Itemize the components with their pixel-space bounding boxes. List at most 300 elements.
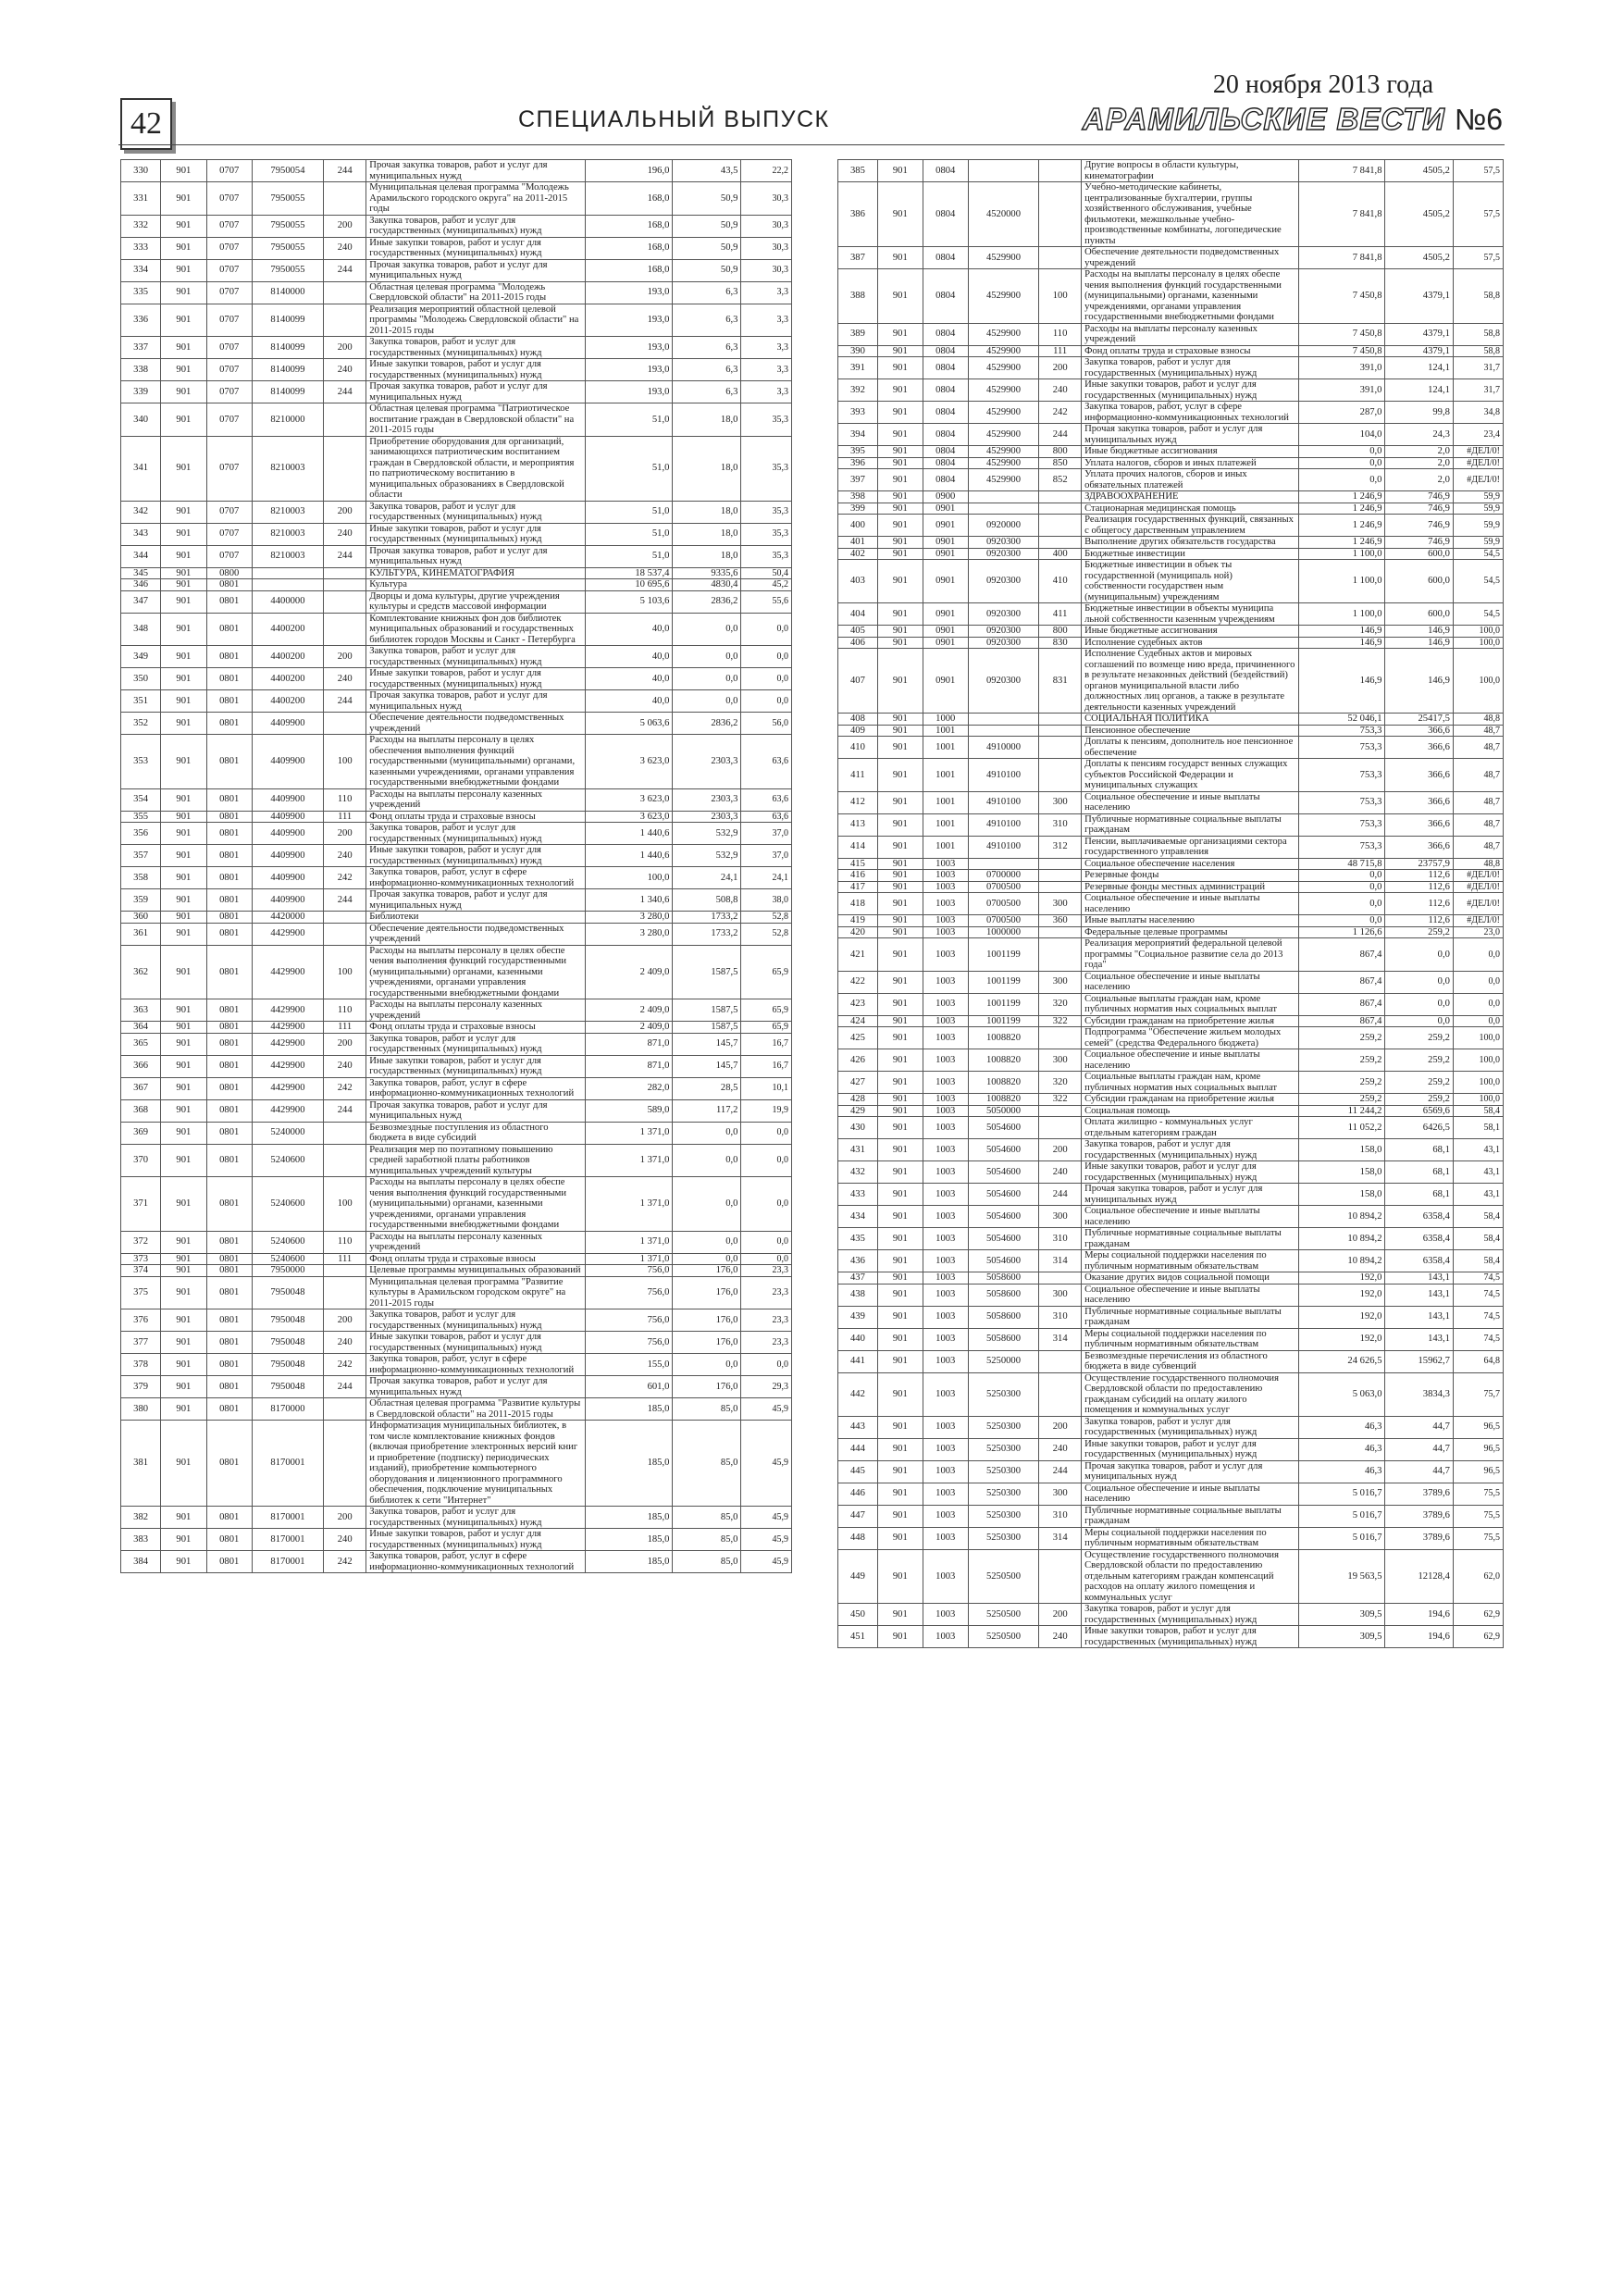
expense-type-cell: 200 — [324, 1309, 366, 1332]
item-name-cell: Приобретение оборудования для организаций, занимающихся патриотическим воспитанием граждан в Свердловской области, и мероприятия по патриотическому воспитанию в муниципальных образованиях в Свердловской области — [366, 436, 586, 501]
planned-amount-cell: 867,4 — [1298, 1015, 1385, 1027]
planned-amount-cell: 10 894,2 — [1298, 1228, 1385, 1250]
execution-percent-cell: 64,8 — [1453, 1350, 1503, 1372]
row-number-cell: 409 — [838, 725, 878, 737]
table-row — [838, 737, 1504, 759]
planned-amount-cell: 168,0 — [585, 215, 673, 237]
executed-amount-cell: 99,8 — [1385, 402, 1453, 424]
target-code-cell: 4400200 — [252, 668, 323, 690]
row-number-cell: 383 — [121, 1529, 161, 1551]
item-name-cell: Исполнение судебных актов — [1082, 637, 1299, 649]
table-row — [121, 590, 792, 613]
target-code-cell — [252, 579, 323, 591]
target-code-cell: 8170001 — [252, 1529, 323, 1551]
execution-percent-cell: 52,8 — [741, 912, 792, 924]
planned-amount-cell: 0,0 — [1298, 893, 1385, 915]
table-row — [838, 1094, 1504, 1106]
expense-type-cell — [1039, 737, 1082, 759]
item-name-cell: Выполнение других обязательств государства — [1082, 537, 1299, 549]
planned-amount-cell: 259,2 — [1298, 1072, 1385, 1094]
execution-percent-cell: 23,3 — [741, 1265, 792, 1277]
expense-type-cell: 300 — [1039, 1049, 1082, 1072]
ministry-code-cell: 901 — [161, 889, 206, 912]
ministry-code-cell: 901 — [161, 1421, 206, 1507]
planned-amount-cell: 10 894,2 — [1298, 1250, 1385, 1272]
ministry-code-cell: 901 — [161, 1276, 206, 1309]
item-name-cell: Иные закупки товаров, работ и услуг для государственных (муниципальных) нужд — [366, 1055, 586, 1077]
target-code-cell: 4409900 — [252, 735, 323, 789]
item-name-cell: Муниципальная целевая программа "Развитие культуры в Арамильском городском округе" на 2011-2015 годы — [366, 1276, 586, 1309]
ministry-code-cell: 901 — [161, 436, 206, 501]
execution-percent-cell: 0,0 — [741, 1231, 792, 1253]
ministry-code-cell: 901 — [877, 714, 923, 726]
section-code-cell: 0801 — [206, 690, 252, 713]
executed-amount-cell: 746,9 — [1385, 491, 1453, 503]
row-number-cell: 396 — [838, 457, 878, 469]
executed-amount-cell: 0,0 — [673, 1253, 741, 1265]
executed-amount-cell: 4379,1 — [1385, 269, 1453, 324]
table-row — [838, 269, 1504, 324]
expense-type-cell: 300 — [1039, 1483, 1082, 1505]
row-number-cell: 351 — [121, 690, 161, 713]
execution-percent-cell: 48,7 — [1453, 791, 1503, 813]
ministry-code-cell: 901 — [877, 402, 923, 424]
expense-type-cell — [1039, 1117, 1082, 1139]
table-row — [838, 1372, 1504, 1416]
execution-percent-cell: 100,0 — [1453, 637, 1503, 649]
table-row — [838, 1328, 1504, 1350]
planned-amount-cell: 51,0 — [585, 501, 673, 523]
section-code-cell: 0801 — [206, 1551, 252, 1573]
ministry-code-cell: 901 — [877, 560, 923, 603]
execution-percent-cell: 48,7 — [1453, 759, 1503, 792]
execution-percent-cell: 45,9 — [741, 1529, 792, 1551]
target-code-cell: 7950048 — [252, 1276, 323, 1309]
row-number-cell: 344 — [121, 545, 161, 567]
section-code-cell: 1003 — [923, 858, 968, 870]
row-number-cell: 450 — [838, 1604, 878, 1626]
planned-amount-cell: 1 371,0 — [585, 1231, 673, 1253]
item-name-cell: Обеспечение деятельности подведомственных учреждений — [366, 713, 586, 735]
planned-amount-cell: 259,2 — [1298, 1049, 1385, 1072]
table-row — [838, 603, 1504, 626]
target-code-cell: 4409900 — [252, 889, 323, 912]
expense-type-cell — [324, 281, 366, 304]
expense-type-cell: 310 — [1039, 813, 1082, 836]
table-row — [121, 1099, 792, 1122]
expense-type-cell: 242 — [324, 1354, 366, 1376]
planned-amount-cell: 259,2 — [1298, 1094, 1385, 1106]
row-number-cell: 449 — [838, 1549, 878, 1604]
ministry-code-cell: 901 — [877, 1250, 923, 1272]
executed-amount-cell: 112,6 — [1385, 881, 1453, 893]
row-number-cell: 392 — [838, 379, 878, 402]
expense-type-cell: 111 — [324, 811, 366, 823]
execution-percent-cell: 65,9 — [741, 1022, 792, 1034]
planned-amount-cell: 185,0 — [585, 1551, 673, 1573]
ministry-code-cell: 901 — [877, 1328, 923, 1350]
expense-type-cell: 111 — [324, 1253, 366, 1265]
execution-percent-cell: 30,3 — [741, 259, 792, 281]
ministry-code-cell: 901 — [161, 1231, 206, 1253]
target-code-cell: 0920300 — [968, 603, 1038, 626]
section-code-cell: 0901 — [923, 560, 968, 603]
expense-type-cell — [1039, 503, 1082, 515]
section-code-cell: 1003 — [923, 993, 968, 1015]
planned-amount-cell: 193,0 — [585, 381, 673, 403]
ministry-code-cell: 901 — [877, 926, 923, 938]
target-code-cell: 5054600 — [968, 1139, 1038, 1161]
execution-percent-cell: 65,9 — [741, 999, 792, 1022]
table-row — [121, 713, 792, 735]
target-code-cell: 0920300 — [968, 560, 1038, 603]
target-code-cell: 4520000 — [968, 182, 1038, 247]
section-code-cell: 0707 — [206, 337, 252, 359]
target-code-cell: 8140099 — [252, 304, 323, 337]
planned-amount-cell: 51,0 — [585, 436, 673, 501]
row-number-cell: 371 — [121, 1177, 161, 1232]
planned-amount-cell: 24 626,5 — [1298, 1350, 1385, 1372]
executed-amount-cell: 0,0 — [673, 1177, 741, 1232]
item-name-cell: Публичные нормативные социальные выплаты гражданам — [1082, 1228, 1299, 1250]
execution-percent-cell: 100,0 — [1453, 1072, 1503, 1094]
target-code-cell: 8170001 — [252, 1421, 323, 1507]
section-code-cell: 0804 — [923, 424, 968, 446]
expense-type-cell — [324, 1265, 366, 1277]
row-number-cell: 440 — [838, 1328, 878, 1350]
planned-amount-cell: 287,0 — [1298, 402, 1385, 424]
row-number-cell: 441 — [838, 1350, 878, 1372]
row-number-cell: 432 — [838, 1161, 878, 1184]
executed-amount-cell: 112,6 — [1385, 893, 1453, 915]
target-code-cell: 1008820 — [968, 1049, 1038, 1072]
ministry-code-cell: 901 — [161, 359, 206, 381]
target-code-cell: 5240600 — [252, 1144, 323, 1177]
row-number-cell: 332 — [121, 215, 161, 237]
row-number-cell: 417 — [838, 881, 878, 893]
table-row — [838, 1438, 1504, 1460]
executed-amount-cell: 600,0 — [1385, 560, 1453, 603]
section-code-cell: 1001 — [923, 791, 968, 813]
execution-percent-cell: 50,4 — [741, 567, 792, 579]
ministry-code-cell: 901 — [877, 637, 923, 649]
executed-amount-cell: 145,7 — [673, 1033, 741, 1055]
ministry-code-cell: 901 — [877, 1416, 923, 1438]
ministry-code-cell: 901 — [877, 548, 923, 560]
target-code-cell: 4429900 — [252, 1033, 323, 1055]
table-row — [121, 403, 792, 437]
expense-type-cell: 100 — [324, 1177, 366, 1232]
item-name-cell: Уплата налогов, сборов и иных платежей — [1082, 457, 1299, 469]
section-code-cell: 0804 — [923, 160, 968, 182]
table-row — [121, 1022, 792, 1034]
target-code-cell: 8170001 — [252, 1507, 323, 1529]
executed-amount-cell: 366,6 — [1385, 759, 1453, 792]
item-name-cell: Фонд оплаты труда и страховые взносы — [1082, 345, 1299, 357]
execution-percent-cell: 58,1 — [1453, 1117, 1503, 1139]
planned-amount-cell: 753,3 — [1298, 737, 1385, 759]
execution-percent-cell: 54,5 — [1453, 548, 1503, 560]
section-code-cell: 0804 — [923, 323, 968, 345]
expense-type-cell: 310 — [1039, 1505, 1082, 1527]
planned-amount-cell: 192,0 — [1298, 1328, 1385, 1350]
ministry-code-cell: 901 — [877, 881, 923, 893]
execution-percent-cell: 75,7 — [1453, 1372, 1503, 1416]
execution-percent-cell: 16,7 — [741, 1055, 792, 1077]
expense-type-cell: 200 — [324, 501, 366, 523]
execution-percent-cell: 62,9 — [1453, 1626, 1503, 1648]
executed-amount-cell: 259,2 — [1385, 926, 1453, 938]
executed-amount-cell: 0,0 — [673, 646, 741, 668]
row-number-cell: 341 — [121, 436, 161, 501]
executed-amount-cell: 6,3 — [673, 281, 741, 304]
execution-percent-cell: 23,4 — [1453, 424, 1503, 446]
execution-percent-cell: 31,7 — [1453, 357, 1503, 379]
item-name-cell: Информатизация муниципальных библиотек, в том числе комплектование книжных фондов (включая приобретение электронных версий книг и приобретение (подписку) периодических изданий), приобретение компьютерного оборудования и лицензионного программного обеспечения, подключение муниципальных библиотек к сети "Интернет" — [366, 1421, 586, 1507]
section-code-cell: 1001 — [923, 813, 968, 836]
planned-amount-cell: 309,5 — [1298, 1626, 1385, 1648]
expense-type-cell: 244 — [324, 160, 366, 182]
row-number-cell: 419 — [838, 915, 878, 927]
target-code-cell: 8140000 — [252, 281, 323, 304]
table-row — [121, 912, 792, 924]
execution-percent-cell: 74,5 — [1453, 1272, 1503, 1285]
executed-amount-cell: 600,0 — [1385, 603, 1453, 626]
section-code-cell: 0804 — [923, 446, 968, 458]
item-name-cell: Прочая закупка товаров, работ и услуг для муниципальных нужд — [366, 889, 586, 912]
table-row — [121, 1033, 792, 1055]
row-number-cell: 429 — [838, 1105, 878, 1117]
execution-percent-cell: 19,9 — [741, 1099, 792, 1122]
item-name-cell: Социальная помощь — [1082, 1105, 1299, 1117]
section-code-cell: 0707 — [206, 160, 252, 182]
expense-type-cell — [1039, 491, 1082, 503]
row-number-cell: 424 — [838, 1015, 878, 1027]
ministry-code-cell: 901 — [877, 938, 923, 972]
ministry-code-cell: 901 — [877, 791, 923, 813]
section-code-cell: 1001 — [923, 836, 968, 858]
execution-percent-cell: 0,0 — [1453, 938, 1503, 972]
ministry-code-cell: 901 — [161, 1398, 206, 1421]
section-code-cell: 1003 — [923, 1105, 968, 1117]
planned-amount-cell: 2 409,0 — [585, 1022, 673, 1034]
execution-percent-cell: #ДЕЛ/0! — [1453, 893, 1503, 915]
planned-amount-cell: 0,0 — [1298, 915, 1385, 927]
row-number-cell: 355 — [121, 811, 161, 823]
planned-amount-cell: 168,0 — [585, 259, 673, 281]
row-number-cell: 391 — [838, 357, 878, 379]
execution-percent-cell: 29,3 — [741, 1376, 792, 1398]
ministry-code-cell: 901 — [161, 1309, 206, 1332]
row-number-cell: 334 — [121, 259, 161, 281]
target-code-cell: 4409900 — [252, 713, 323, 735]
item-name-cell: Подпрограмма "Обеспечение жильем молодых семей" (средства Федерального бюджета) — [1082, 1027, 1299, 1049]
section-title: СПЕЦИАЛЬНЫЙ ВЫПУСК — [518, 106, 830, 132]
ministry-code-cell: 901 — [877, 1049, 923, 1072]
executed-amount-cell: 176,0 — [673, 1309, 741, 1332]
item-name-cell: Уплата прочих налогов, сборов и иных обязательных платежей — [1082, 469, 1299, 491]
executed-amount-cell: 25417,5 — [1385, 714, 1453, 726]
execution-percent-cell: 63,6 — [741, 735, 792, 789]
row-number-cell: 421 — [838, 938, 878, 972]
section-code-cell: 1003 — [923, 1027, 968, 1049]
planned-amount-cell: 40,0 — [585, 613, 673, 646]
execution-percent-cell: 59,9 — [1453, 491, 1503, 503]
ministry-code-cell: 901 — [161, 337, 206, 359]
row-number-cell: 443 — [838, 1416, 878, 1438]
planned-amount-cell: 0,0 — [1298, 446, 1385, 458]
ministry-code-cell: 901 — [877, 1105, 923, 1117]
planned-amount-cell: 2 409,0 — [585, 945, 673, 999]
item-name-cell: Закупка товаров, работ и услуг для государственных (муниципальных) нужд — [1082, 1604, 1299, 1626]
section-code-cell: 1003 — [923, 1372, 968, 1416]
executed-amount-cell: 117,2 — [673, 1099, 741, 1122]
row-number-cell: 406 — [838, 637, 878, 649]
executed-amount-cell: 0,0 — [1385, 1015, 1453, 1027]
ministry-code-cell: 901 — [161, 1265, 206, 1277]
planned-amount-cell: 5 103,6 — [585, 590, 673, 613]
expense-type-cell: 300 — [1039, 791, 1082, 813]
table-row — [838, 791, 1504, 813]
executed-amount-cell: 259,2 — [1385, 1027, 1453, 1049]
planned-amount-cell: 867,4 — [1298, 993, 1385, 1015]
ministry-code-cell: 901 — [161, 1376, 206, 1398]
target-code-cell: 5250500 — [968, 1604, 1038, 1626]
executed-amount-cell: 4379,1 — [1385, 323, 1453, 345]
ministry-code-cell: 901 — [877, 759, 923, 792]
target-code-cell: 1001199 — [968, 993, 1038, 1015]
item-name-cell: Прочая закупка товаров, работ и услуг для муниципальных нужд — [1082, 1184, 1299, 1206]
expense-type-cell: 200 — [1039, 1139, 1082, 1161]
ministry-code-cell: 901 — [161, 1551, 206, 1573]
execution-percent-cell: 35,3 — [741, 545, 792, 567]
ministry-code-cell: 901 — [877, 469, 923, 491]
item-name-cell: Комплектование книжных фон дов библиотек муниципальных образований и государственных библиотек городов Москвы и Санкт - Петербурга — [366, 613, 586, 646]
ministry-code-cell: 901 — [161, 304, 206, 337]
target-code-cell: 4529900 — [968, 402, 1038, 424]
executed-amount-cell: 6,3 — [673, 337, 741, 359]
expense-type-cell: 111 — [1039, 345, 1082, 357]
execution-percent-cell: #ДЕЛ/0! — [1453, 457, 1503, 469]
row-number-cell: 444 — [838, 1438, 878, 1460]
ministry-code-cell: 901 — [877, 915, 923, 927]
row-number-cell: 377 — [121, 1332, 161, 1354]
planned-amount-cell: 168,0 — [585, 237, 673, 259]
expense-type-cell: 300 — [1039, 971, 1082, 993]
expense-type-cell — [324, 567, 366, 579]
target-code-cell: 7950054 — [252, 160, 323, 182]
item-name-cell: Расходы на выплаты персоналу казенных учреждений — [366, 999, 586, 1022]
expense-type-cell — [324, 590, 366, 613]
row-number-cell: 357 — [121, 845, 161, 867]
row-number-cell: 362 — [121, 945, 161, 999]
ministry-code-cell: 901 — [161, 579, 206, 591]
table-row — [838, 247, 1504, 269]
section-code-cell: 0804 — [923, 247, 968, 269]
ministry-code-cell: 901 — [877, 858, 923, 870]
item-name-cell: Закупка товаров, работ и услуг для государственных (муниципальных) нужд — [366, 823, 586, 845]
planned-amount-cell: 7 450,8 — [1298, 345, 1385, 357]
executed-amount-cell: 176,0 — [673, 1332, 741, 1354]
target-code-cell: 4429900 — [252, 1099, 323, 1122]
row-number-cell: 365 — [121, 1033, 161, 1055]
item-name-cell: Закупка товаров, работ и услуг для государственных (муниципальных) нужд — [366, 1033, 586, 1055]
item-name-cell: Целевые программы муниципальных образований — [366, 1265, 586, 1277]
ministry-code-cell: 901 — [877, 603, 923, 626]
expense-type-cell: 240 — [324, 359, 366, 381]
ministry-code-cell: 901 — [877, 1306, 923, 1328]
ministry-code-cell: 901 — [161, 590, 206, 613]
table-row — [838, 1049, 1504, 1072]
section-code-cell: 0804 — [923, 357, 968, 379]
expense-type-cell: 312 — [1039, 836, 1082, 858]
planned-amount-cell: 753,3 — [1298, 759, 1385, 792]
row-number-cell: 372 — [121, 1231, 161, 1253]
execution-percent-cell: 56,0 — [741, 713, 792, 735]
planned-amount-cell: 1 246,9 — [1298, 491, 1385, 503]
row-number-cell: 388 — [838, 269, 878, 324]
row-number-cell: 359 — [121, 889, 161, 912]
planned-amount-cell: 867,4 — [1298, 971, 1385, 993]
execution-percent-cell: 37,0 — [741, 823, 792, 845]
item-name-cell: Закупка товаров, работ, услуг в сфере информационно-коммуникационных технологий — [366, 1077, 586, 1099]
table-row — [121, 999, 792, 1022]
row-number-cell: 402 — [838, 548, 878, 560]
target-code-cell: 1008820 — [968, 1027, 1038, 1049]
execution-percent-cell: 0,0 — [1453, 971, 1503, 993]
table-row — [838, 548, 1504, 560]
section-code-cell: 0707 — [206, 237, 252, 259]
target-code-cell: 4429900 — [252, 923, 323, 945]
target-code-cell: 7950055 — [252, 259, 323, 281]
execution-percent-cell: 0,0 — [741, 1354, 792, 1376]
target-code-cell: 4409900 — [252, 867, 323, 889]
item-name-cell: Дворцы и дома культуры, другие учреждения культуры и средств массовой информации — [366, 590, 586, 613]
section-code-cell: 0801 — [206, 1022, 252, 1034]
ministry-code-cell: 901 — [877, 503, 923, 515]
expense-type-cell: 411 — [1039, 603, 1082, 626]
ministry-code-cell: 901 — [877, 182, 923, 247]
item-name-cell: Закупка товаров, работ, услуг в сфере информационно-коммуникационных технологий — [1082, 402, 1299, 424]
section-code-cell: 0801 — [206, 1099, 252, 1122]
planned-amount-cell: 192,0 — [1298, 1284, 1385, 1306]
row-number-cell: 337 — [121, 337, 161, 359]
ministry-code-cell: 901 — [161, 867, 206, 889]
table-row — [121, 337, 792, 359]
execution-percent-cell: 34,8 — [1453, 402, 1503, 424]
item-name-cell: Муниципальная целевая программа "Молодежь Арамильского городского округа" на 2011-2015 годы — [366, 182, 586, 216]
expense-type-cell — [324, 713, 366, 735]
execution-percent-cell: 58,8 — [1453, 323, 1503, 345]
target-code-cell: 7950048 — [252, 1309, 323, 1332]
section-code-cell: 0707 — [206, 182, 252, 216]
execution-percent-cell: 0,0 — [741, 1253, 792, 1265]
ministry-code-cell: 901 — [161, 845, 206, 867]
table-row — [838, 469, 1504, 491]
section-code-cell: 0801 — [206, 579, 252, 591]
ministry-code-cell: 901 — [161, 923, 206, 945]
section-code-cell: 1003 — [923, 1250, 968, 1272]
target-code-cell: 5250300 — [968, 1372, 1038, 1416]
ministry-code-cell: 901 — [877, 1549, 923, 1604]
section-code-cell: 0804 — [923, 457, 968, 469]
executed-amount-cell: 176,0 — [673, 1376, 741, 1398]
target-code-cell: 5054600 — [968, 1161, 1038, 1184]
ministry-code-cell: 901 — [161, 1177, 206, 1232]
table-row — [838, 649, 1504, 714]
ministry-code-cell: 901 — [161, 501, 206, 523]
expense-type-cell: 410 — [1039, 560, 1082, 603]
